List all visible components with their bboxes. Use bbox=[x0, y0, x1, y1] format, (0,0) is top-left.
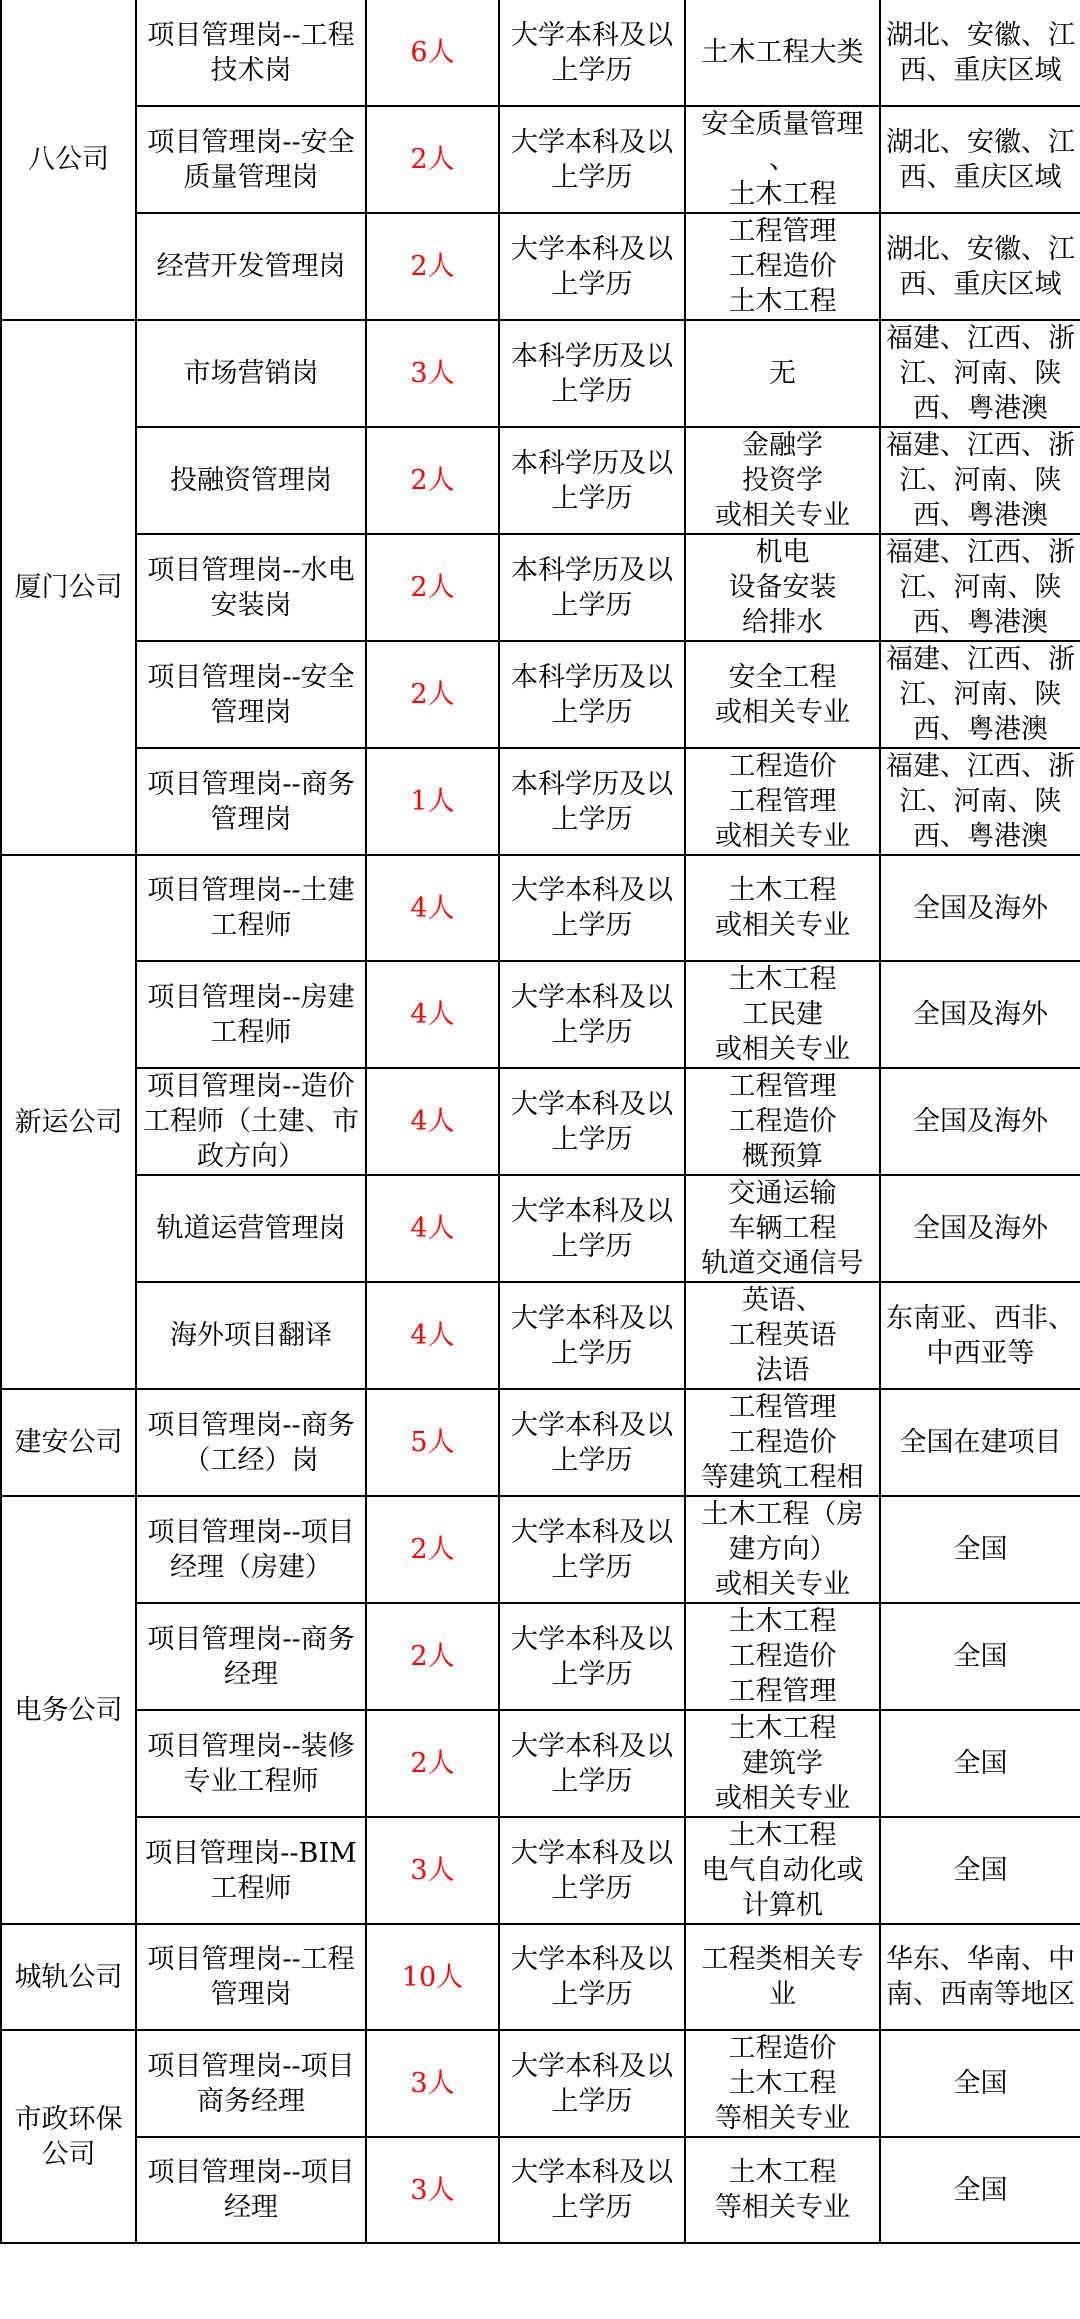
position-cell: 项目管理岗--商务经理 bbox=[136, 1603, 366, 1710]
major-line: 土木工程 bbox=[728, 1713, 837, 1744]
major-line: 安全工程 bbox=[728, 661, 837, 693]
position-cell: 经营开发管理岗 bbox=[136, 213, 366, 320]
table-row bbox=[1, 534, 1080, 641]
count-cell: 6人 bbox=[366, 0, 499, 106]
table-row bbox=[1, 2137, 1080, 2243]
table-row bbox=[1, 748, 1080, 855]
region-cell: 全国 bbox=[880, 2137, 1080, 2243]
count-cell: 2人 bbox=[366, 1603, 499, 1710]
major-line: 工程造价 bbox=[728, 1427, 837, 1458]
region-cell: 福建、江西、浙江、河南、陕西、粤港澳 bbox=[880, 534, 1080, 641]
major-line: 或相关专业 bbox=[715, 1569, 850, 1600]
count-cell: 3人 bbox=[366, 2137, 499, 2243]
count-cell: 4人 bbox=[366, 1175, 499, 1282]
major-line: 工民建 bbox=[742, 999, 823, 1030]
major-line: 概预算 bbox=[742, 1141, 823, 1172]
education-cell: 大学本科及以上学历 bbox=[499, 213, 685, 320]
education-cell: 大学本科及以上学历 bbox=[499, 1068, 685, 1175]
major-line: 工程管理 bbox=[728, 1392, 837, 1423]
count-cell: 2人 bbox=[366, 213, 499, 320]
count-cell: 4人 bbox=[366, 1282, 499, 1389]
region-cell: 全国 bbox=[880, 1817, 1080, 1924]
table-row bbox=[1, 1389, 1080, 1496]
major-line: 工程管理 bbox=[728, 786, 837, 817]
region-cell: 湖北、安徽、江西、重庆区域 bbox=[880, 106, 1080, 213]
major-cell bbox=[685, 1817, 880, 1924]
region-cell: 全国在建项目 bbox=[880, 1389, 1080, 1496]
position-cell: 项目管理岗--土建工程师 bbox=[136, 855, 366, 961]
count-cell: 5人 bbox=[366, 1389, 499, 1496]
company-cell: 电务公司 bbox=[1, 1496, 136, 1924]
major-line: 土木工程 bbox=[728, 286, 837, 317]
education-cell: 本科学历及以上学历 bbox=[499, 320, 685, 427]
major-line: 土木工程（房建方向） bbox=[701, 1499, 864, 1565]
major-line: 给排水 bbox=[742, 607, 823, 638]
position-cell: 项目管理岗--安全管理岗 bbox=[136, 641, 366, 748]
major-line: 交通运输 bbox=[728, 1178, 837, 1209]
major-line: 工程管理 bbox=[728, 1071, 837, 1102]
major-line: 土木工程 bbox=[728, 1606, 837, 1637]
position-cell: 项目管理岗--项目经理（房建） bbox=[136, 1496, 366, 1603]
education-cell: 大学本科及以上学历 bbox=[499, 0, 685, 106]
company-cell: 建安公司 bbox=[1, 1389, 136, 1496]
position-cell: 投融资管理岗 bbox=[136, 427, 366, 534]
major-line: 或相关专业 bbox=[715, 696, 850, 728]
major-cell bbox=[685, 1710, 880, 1817]
table-row bbox=[1, 1603, 1080, 1710]
table-row bbox=[1, 961, 1080, 1068]
count-cell: 2人 bbox=[366, 1496, 499, 1603]
education-cell: 大学本科及以上学历 bbox=[499, 1389, 685, 1496]
table-row bbox=[1, 1068, 1080, 1175]
major-line: 工程类相关专业 bbox=[701, 1944, 864, 2010]
table-row bbox=[1, 427, 1080, 534]
region-cell: 全国及海外 bbox=[880, 1068, 1080, 1175]
major-line: 机电 bbox=[755, 537, 810, 568]
position-cell: 项目管理岗--工程技术岗 bbox=[136, 0, 366, 106]
major-line: 安全质量管理 bbox=[701, 109, 864, 140]
count-cell: 2人 bbox=[366, 427, 499, 534]
region-cell: 全国及海外 bbox=[880, 961, 1080, 1068]
count-cell: 2人 bbox=[366, 534, 499, 641]
education-cell: 大学本科及以上学历 bbox=[499, 1710, 685, 1817]
count-cell: 3人 bbox=[366, 1817, 499, 1924]
count-cell: 10人 bbox=[366, 1924, 499, 2030]
position-cell: 项目管理岗--造价工程师（土建、市政方向） bbox=[136, 1068, 366, 1175]
major-line: 电气自动化或 bbox=[701, 1855, 864, 1886]
region-cell: 华东、华南、中南、西南等地区 bbox=[880, 1924, 1080, 2030]
major-line: 工程造价 bbox=[728, 1106, 837, 1137]
table-row bbox=[1, 1175, 1080, 1282]
region-cell: 湖北、安徽、江西、重庆区域 bbox=[880, 0, 1080, 106]
region-cell: 全国及海外 bbox=[880, 855, 1080, 961]
education-cell: 大学本科及以上学历 bbox=[499, 1175, 685, 1282]
count-cell: 4人 bbox=[366, 961, 499, 1068]
major-line: 英语、 bbox=[742, 1285, 823, 1316]
company-cell: 八公司 bbox=[1, 0, 136, 320]
count-cell: 4人 bbox=[366, 855, 499, 961]
major-line: 等相关专业 bbox=[715, 2192, 850, 2223]
major-cell bbox=[685, 0, 880, 106]
major-cell bbox=[685, 1924, 880, 2030]
region-cell: 全国 bbox=[880, 2030, 1080, 2137]
table-row bbox=[1, 213, 1080, 320]
major-cell bbox=[685, 641, 880, 748]
major-line: 工程管理 bbox=[728, 1676, 837, 1707]
major-line: 或相关专业 bbox=[715, 910, 850, 941]
count-cell: 4人 bbox=[366, 1068, 499, 1175]
table-row bbox=[1, 1924, 1080, 2030]
major-line: 轨道交通信号 bbox=[701, 1248, 864, 1279]
recruitment-table-body bbox=[1, 0, 1080, 2243]
major-cell bbox=[685, 1175, 880, 1282]
position-cell: 项目管理岗--项目商务经理 bbox=[136, 2030, 366, 2137]
table-row bbox=[1, 320, 1080, 427]
major-line: 或相关专业 bbox=[715, 1783, 850, 1814]
position-cell: 项目管理岗--项目经理 bbox=[136, 2137, 366, 2243]
company-cell: 新运公司 bbox=[1, 855, 136, 1389]
company-cell: 城轨公司 bbox=[1, 1924, 136, 2030]
major-line: 土木工程 bbox=[728, 2068, 837, 2099]
position-cell: 项目管理岗--装修专业工程师 bbox=[136, 1710, 366, 1817]
major-line: 土木工程大类 bbox=[701, 37, 864, 68]
table-row bbox=[1, 1496, 1080, 1603]
position-cell: 项目管理岗--安全质量管理岗 bbox=[136, 106, 366, 213]
major-cell bbox=[685, 855, 880, 961]
major-line: 工程造价 bbox=[728, 1641, 837, 1672]
major-cell bbox=[685, 1282, 880, 1389]
region-cell: 全国 bbox=[880, 1496, 1080, 1603]
region-cell: 福建、江西、浙江、河南、陕西、粤港澳 bbox=[880, 427, 1080, 534]
position-cell: 项目管理岗--商务管理岗 bbox=[136, 748, 366, 855]
major-cell bbox=[685, 2137, 880, 2243]
table-row bbox=[1, 2030, 1080, 2137]
education-cell: 大学本科及以上学历 bbox=[499, 1817, 685, 1924]
major-cell bbox=[685, 213, 880, 320]
position-cell: 项目管理岗--商务（工经）岗 bbox=[136, 1389, 366, 1496]
education-cell: 本科学历及以上学历 bbox=[499, 427, 685, 534]
region-cell: 福建、江西、浙江、河南、陕西、粤港澳 bbox=[880, 641, 1080, 748]
region-cell: 东南亚、西非、中西亚等 bbox=[880, 1282, 1080, 1389]
major-cell bbox=[685, 2030, 880, 2137]
company-cell: 市政环保公司 bbox=[1, 2030, 136, 2243]
table-row bbox=[1, 1710, 1080, 1817]
education-cell: 本科学历及以上学历 bbox=[499, 534, 685, 641]
table-row bbox=[1, 1282, 1080, 1389]
education-cell: 本科学历及以上学历 bbox=[499, 748, 685, 855]
table-row bbox=[1, 0, 1080, 106]
major-cell bbox=[685, 1389, 880, 1496]
major-line: 或相关专业 bbox=[715, 821, 850, 852]
major-cell bbox=[685, 748, 880, 855]
education-cell: 大学本科及以上学历 bbox=[499, 1603, 685, 1710]
position-cell: 项目管理岗--BIM工程师 bbox=[136, 1817, 366, 1924]
count-cell: 3人 bbox=[366, 2030, 499, 2137]
education-cell: 本科学历及以上学历 bbox=[499, 641, 685, 748]
table-row bbox=[1, 106, 1080, 213]
major-line: 、 bbox=[769, 144, 796, 175]
position-cell: 项目管理岗--房建工程师 bbox=[136, 961, 366, 1068]
major-line: 工程造价 bbox=[728, 251, 837, 282]
region-cell: 全国及海外 bbox=[880, 1175, 1080, 1282]
table-row bbox=[1, 641, 1080, 748]
position-cell: 项目管理岗--水电安装岗 bbox=[136, 534, 366, 641]
major-cell bbox=[685, 320, 880, 427]
major-line: 建筑学 bbox=[742, 1748, 823, 1779]
major-line: 工程造价 bbox=[728, 751, 837, 782]
education-cell: 大学本科及以上学历 bbox=[499, 2030, 685, 2137]
major-line: 设备安装 bbox=[728, 572, 837, 603]
major-cell bbox=[685, 106, 880, 213]
region-cell: 全国 bbox=[880, 1710, 1080, 1817]
region-cell: 全国 bbox=[880, 1603, 1080, 1710]
position-cell: 项目管理岗--工程管理岗 bbox=[136, 1924, 366, 2030]
major-line: 等相关专业 bbox=[715, 2103, 850, 2134]
region-cell: 湖北、安徽、江西、重庆区域 bbox=[880, 213, 1080, 320]
table-row bbox=[1, 1817, 1080, 1924]
count-cell: 1人 bbox=[366, 748, 499, 855]
major-cell bbox=[685, 1496, 880, 1603]
major-line: 投资学 bbox=[742, 465, 823, 496]
major-cell bbox=[685, 1603, 880, 1710]
major-line: 或相关专业 bbox=[715, 1034, 850, 1065]
count-cell: 2人 bbox=[366, 1710, 499, 1817]
major-line: 土木工程 bbox=[728, 179, 837, 210]
major-line: 工程管理 bbox=[728, 216, 837, 247]
count-cell: 2人 bbox=[366, 641, 499, 748]
region-cell: 福建、江西、浙江、河南、陕西、粤港澳 bbox=[880, 748, 1080, 855]
major-cell bbox=[685, 534, 880, 641]
major-line: 计算机 bbox=[742, 1890, 823, 1921]
table-row bbox=[1, 855, 1080, 961]
education-cell: 大学本科及以上学历 bbox=[499, 1496, 685, 1603]
education-cell: 大学本科及以上学历 bbox=[499, 1282, 685, 1389]
major-line: 土木工程 bbox=[728, 1820, 837, 1851]
position-cell: 市场营销岗 bbox=[136, 320, 366, 427]
education-cell: 大学本科及以上学历 bbox=[499, 855, 685, 961]
major-line: 或相关专业 bbox=[715, 500, 850, 531]
position-cell: 海外项目翻译 bbox=[136, 1282, 366, 1389]
major-line: 无 bbox=[769, 358, 796, 389]
company-cell: 厦门公司 bbox=[1, 320, 136, 855]
region-cell: 福建、江西、浙江、河南、陕西、粤港澳 bbox=[880, 320, 1080, 427]
major-line: 土木工程 bbox=[728, 2157, 837, 2188]
major-line: 工程英语 bbox=[728, 1320, 837, 1351]
major-line: 等建筑工程相 bbox=[701, 1462, 864, 1493]
major-line: 土木工程 bbox=[728, 964, 837, 995]
major-line: 工程造价 bbox=[728, 2033, 837, 2064]
count-cell: 3人 bbox=[366, 320, 499, 427]
major-line: 土木工程 bbox=[728, 875, 837, 906]
major-line: 金融学 bbox=[742, 430, 823, 461]
major-line: 车辆工程 bbox=[728, 1213, 837, 1244]
education-cell: 大学本科及以上学历 bbox=[499, 961, 685, 1068]
position-cell: 轨道运营管理岗 bbox=[136, 1175, 366, 1282]
major-cell bbox=[685, 1068, 880, 1175]
education-cell: 大学本科及以上学历 bbox=[499, 106, 685, 213]
major-cell bbox=[685, 427, 880, 534]
count-cell: 2人 bbox=[366, 106, 499, 213]
education-cell: 大学本科及以上学历 bbox=[499, 2137, 685, 2243]
education-cell: 大学本科及以上学历 bbox=[499, 1924, 685, 2030]
major-line: 法语 bbox=[755, 1355, 810, 1386]
major-cell bbox=[685, 961, 880, 1068]
